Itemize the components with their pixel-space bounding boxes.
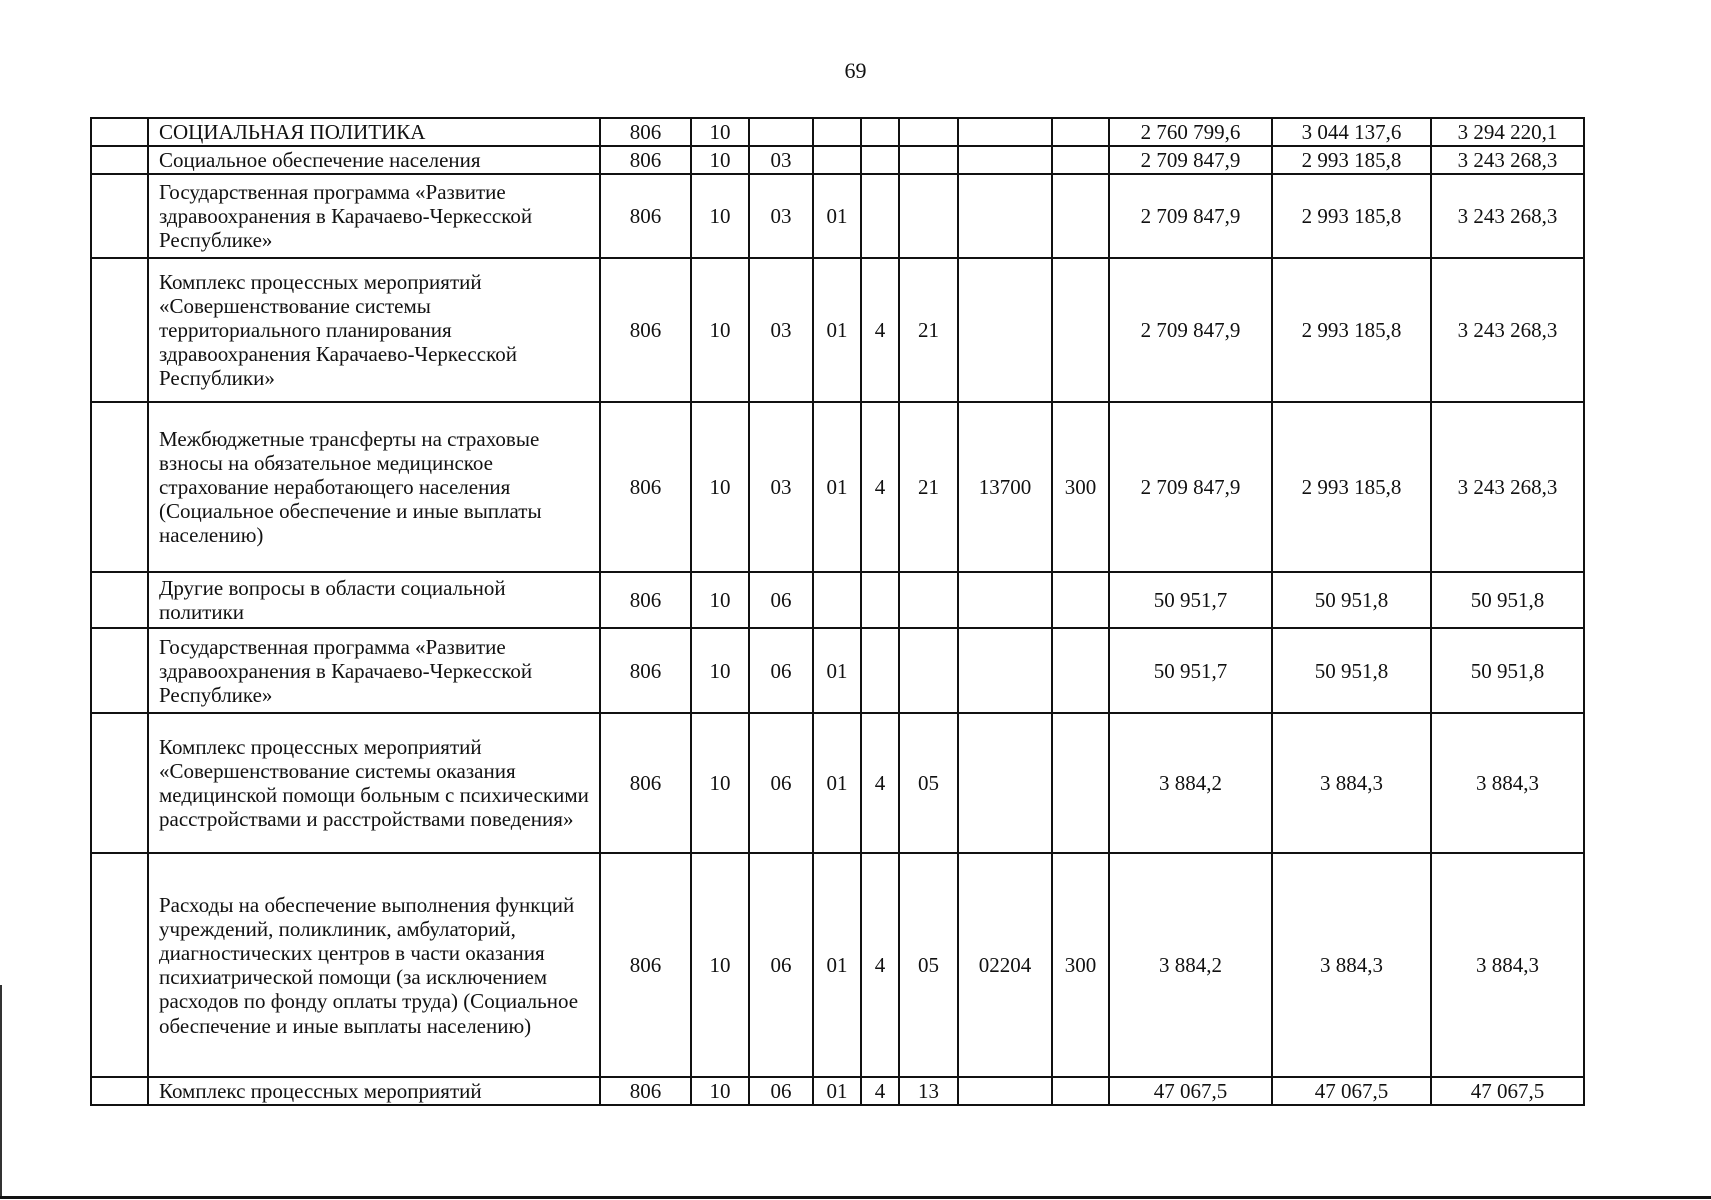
table-row [91,174,1584,258]
item-name-cell: Комплекс процессных мероприятий «Совершенствование системы территориального планирования здравоохранения Карачаево-Черкесской Республики» [148,258,600,402]
amount-year-1-cell: 2 760 799,6 [1109,118,1272,146]
amount-year-2-cell: 3 884,3 [1272,713,1431,853]
row-number-cell [91,853,148,1077]
subprogram-code-cell: 05 [899,713,958,853]
expense-type-code-cell [1052,146,1109,174]
expense-type-code-cell [1052,118,1109,146]
amount-year-3-cell: 50 951,8 [1431,628,1584,713]
subchapter-code-cell: 06 [749,572,813,628]
subchapter-code-cell: 03 [749,258,813,402]
item-name-cell: Другие вопросы в области социальной политики [148,572,600,628]
expense-type-code-cell: 300 [1052,853,1109,1077]
program-type-code-cell: 4 [861,853,899,1077]
row-number-cell [91,174,148,258]
expense-direction-code-cell [958,572,1052,628]
amount-year-1-cell: 3 884,2 [1109,713,1272,853]
subchapter-code-cell: 06 [749,1077,813,1105]
subchapter-code-cell: 06 [749,853,813,1077]
subchapter-code-cell: 03 [749,146,813,174]
amount-year-1-cell: 50 951,7 [1109,572,1272,628]
program-code-cell: 01 [813,628,861,713]
table-row [91,572,1584,628]
program-type-code-cell [861,146,899,174]
program-type-code-cell: 4 [861,258,899,402]
expense-type-code-cell [1052,174,1109,258]
amount-year-2-cell: 50 951,8 [1272,628,1431,713]
subprogram-code-cell: 21 [899,402,958,572]
program-code-cell: 01 [813,853,861,1077]
chapter-code-cell: 10 [691,402,749,572]
row-number-cell [91,402,148,572]
expense-direction-code-cell [958,1077,1052,1105]
subchapter-code-cell: 03 [749,174,813,258]
subchapter-code-cell: 06 [749,713,813,853]
amount-year-1-cell: 2 709 847,9 [1109,258,1272,402]
chapter-code-cell: 10 [691,258,749,402]
program-type-code-cell [861,628,899,713]
row-number-cell [91,628,148,713]
expense-direction-code-cell [958,118,1052,146]
section-code-cell: 806 [600,628,691,713]
section-code-cell: 806 [600,118,691,146]
amount-year-1-cell: 2 709 847,9 [1109,402,1272,572]
expense-type-code-cell [1052,258,1109,402]
subprogram-code-cell [899,572,958,628]
chapter-code-cell: 10 [691,572,749,628]
expense-direction-code-cell [958,713,1052,853]
program-code-cell: 01 [813,258,861,402]
amount-year-3-cell: 3 294 220,1 [1431,118,1584,146]
page-number: 69 [844,58,867,83]
chapter-code-cell: 10 [691,1077,749,1105]
row-number-cell [91,146,148,174]
program-code-cell [813,146,861,174]
subprogram-code-cell: 21 [899,258,958,402]
chapter-code-cell: 10 [691,174,749,258]
amount-year-3-cell: 3 243 268,3 [1431,402,1584,572]
expense-direction-code-cell: 13700 [958,402,1052,572]
expense-direction-code-cell [958,174,1052,258]
program-code-cell: 01 [813,713,861,853]
page-edge-bottom [0,1196,1711,1199]
amount-year-3-cell: 50 951,8 [1431,572,1584,628]
amount-year-2-cell: 3 044 137,6 [1272,118,1431,146]
expense-direction-code-cell [958,628,1052,713]
item-name-cell: Расходы на обеспечение выполнения функций учреждений, поликлиник, амбулаторий, диагностических центров в части оказания психиатрической помощи (за исключением расходов по фонду оплаты труда) (Социальное обеспечение и иные выплаты населению) [148,853,600,1077]
program-code-cell [813,118,861,146]
subprogram-code-cell: 05 [899,853,958,1077]
amount-year-3-cell: 3 243 268,3 [1431,258,1584,402]
amount-year-2-cell: 3 884,3 [1272,853,1431,1077]
chapter-code-cell: 10 [691,118,749,146]
row-number-cell [91,713,148,853]
expense-direction-code-cell: 02204 [958,853,1052,1077]
budget-table [90,117,1585,1106]
expense-direction-code-cell [958,146,1052,174]
amount-year-1-cell: 2 709 847,9 [1109,146,1272,174]
amount-year-2-cell: 2 993 185,8 [1272,146,1431,174]
row-number-cell [91,572,148,628]
amount-year-3-cell: 47 067,5 [1431,1077,1584,1105]
amount-year-2-cell: 50 951,8 [1272,572,1431,628]
amount-year-3-cell: 3 243 268,3 [1431,174,1584,258]
budget-table-body [91,118,1584,1105]
subprogram-code-cell [899,174,958,258]
subprogram-code-cell [899,146,958,174]
table-row [91,713,1584,853]
table-row [91,118,1584,146]
item-name-cell: Социальное обеспечение населения [148,146,600,174]
subchapter-code-cell: 06 [749,628,813,713]
table-row [91,258,1584,402]
amount-year-1-cell: 2 709 847,9 [1109,174,1272,258]
program-type-code-cell: 4 [861,402,899,572]
amount-year-2-cell: 2 993 185,8 [1272,402,1431,572]
amount-year-2-cell: 47 067,5 [1272,1077,1431,1105]
section-code-cell: 806 [600,853,691,1077]
subprogram-code-cell [899,628,958,713]
chapter-code-cell: 10 [691,853,749,1077]
program-type-code-cell [861,118,899,146]
table-row [91,853,1584,1077]
program-code-cell: 01 [813,1077,861,1105]
amount-year-2-cell: 2 993 185,8 [1272,174,1431,258]
item-name-cell: Государственная программа «Развитие здравоохранения в Карачаево-Черкесской Республике» [148,628,600,713]
row-number-cell [91,1077,148,1105]
item-name-cell: СОЦИАЛЬНАЯ ПОЛИТИКА [148,118,600,146]
table-row [91,1077,1584,1105]
section-code-cell: 806 [600,258,691,402]
chapter-code-cell: 10 [691,628,749,713]
subprogram-code-cell: 13 [899,1077,958,1105]
table-row [91,628,1584,713]
table-row [91,402,1584,572]
section-code-cell: 806 [600,174,691,258]
subchapter-code-cell: 03 [749,402,813,572]
item-name-cell: Комплекс процессных мероприятий «Совершенствование системы оказания медицинской помощи больным с психическими расстройствами и расстройствами поведения» [148,713,600,853]
expense-direction-code-cell [958,258,1052,402]
row-number-cell [91,118,148,146]
program-code-cell: 01 [813,402,861,572]
table-row [91,146,1584,174]
program-type-code-cell [861,572,899,628]
page-edge-left [0,985,2,1196]
amount-year-1-cell: 3 884,2 [1109,853,1272,1077]
item-name-cell: Комплекс процессных мероприятий [148,1077,600,1105]
program-code-cell: 01 [813,174,861,258]
section-code-cell: 806 [600,572,691,628]
expense-type-code-cell [1052,572,1109,628]
program-type-code-cell: 4 [861,1077,899,1105]
chapter-code-cell: 10 [691,713,749,853]
chapter-code-cell: 10 [691,146,749,174]
section-code-cell: 806 [600,1077,691,1105]
amount-year-1-cell: 47 067,5 [1109,1077,1272,1105]
amount-year-2-cell: 2 993 185,8 [1272,258,1431,402]
expense-type-code-cell [1052,1077,1109,1105]
program-code-cell [813,572,861,628]
subprogram-code-cell [899,118,958,146]
amount-year-3-cell: 3 243 268,3 [1431,146,1584,174]
amount-year-3-cell: 3 884,3 [1431,713,1584,853]
subchapter-code-cell [749,118,813,146]
amount-year-1-cell: 50 951,7 [1109,628,1272,713]
expense-type-code-cell [1052,628,1109,713]
program-type-code-cell: 4 [861,713,899,853]
amount-year-3-cell: 3 884,3 [1431,853,1584,1077]
expense-type-code-cell [1052,713,1109,853]
row-number-cell [91,258,148,402]
section-code-cell: 806 [600,713,691,853]
item-name-cell: Государственная программа «Развитие здравоохранения в Карачаево-Черкесской Республике» [148,174,600,258]
section-code-cell: 806 [600,402,691,572]
section-code-cell: 806 [600,146,691,174]
expense-type-code-cell: 300 [1052,402,1109,572]
item-name-cell: Межбюджетные трансферты на страховые взносы на обязательное медицинское страхование неработающего населения (Социальное обеспечение и иные выплаты населению) [148,402,600,572]
program-type-code-cell [861,174,899,258]
